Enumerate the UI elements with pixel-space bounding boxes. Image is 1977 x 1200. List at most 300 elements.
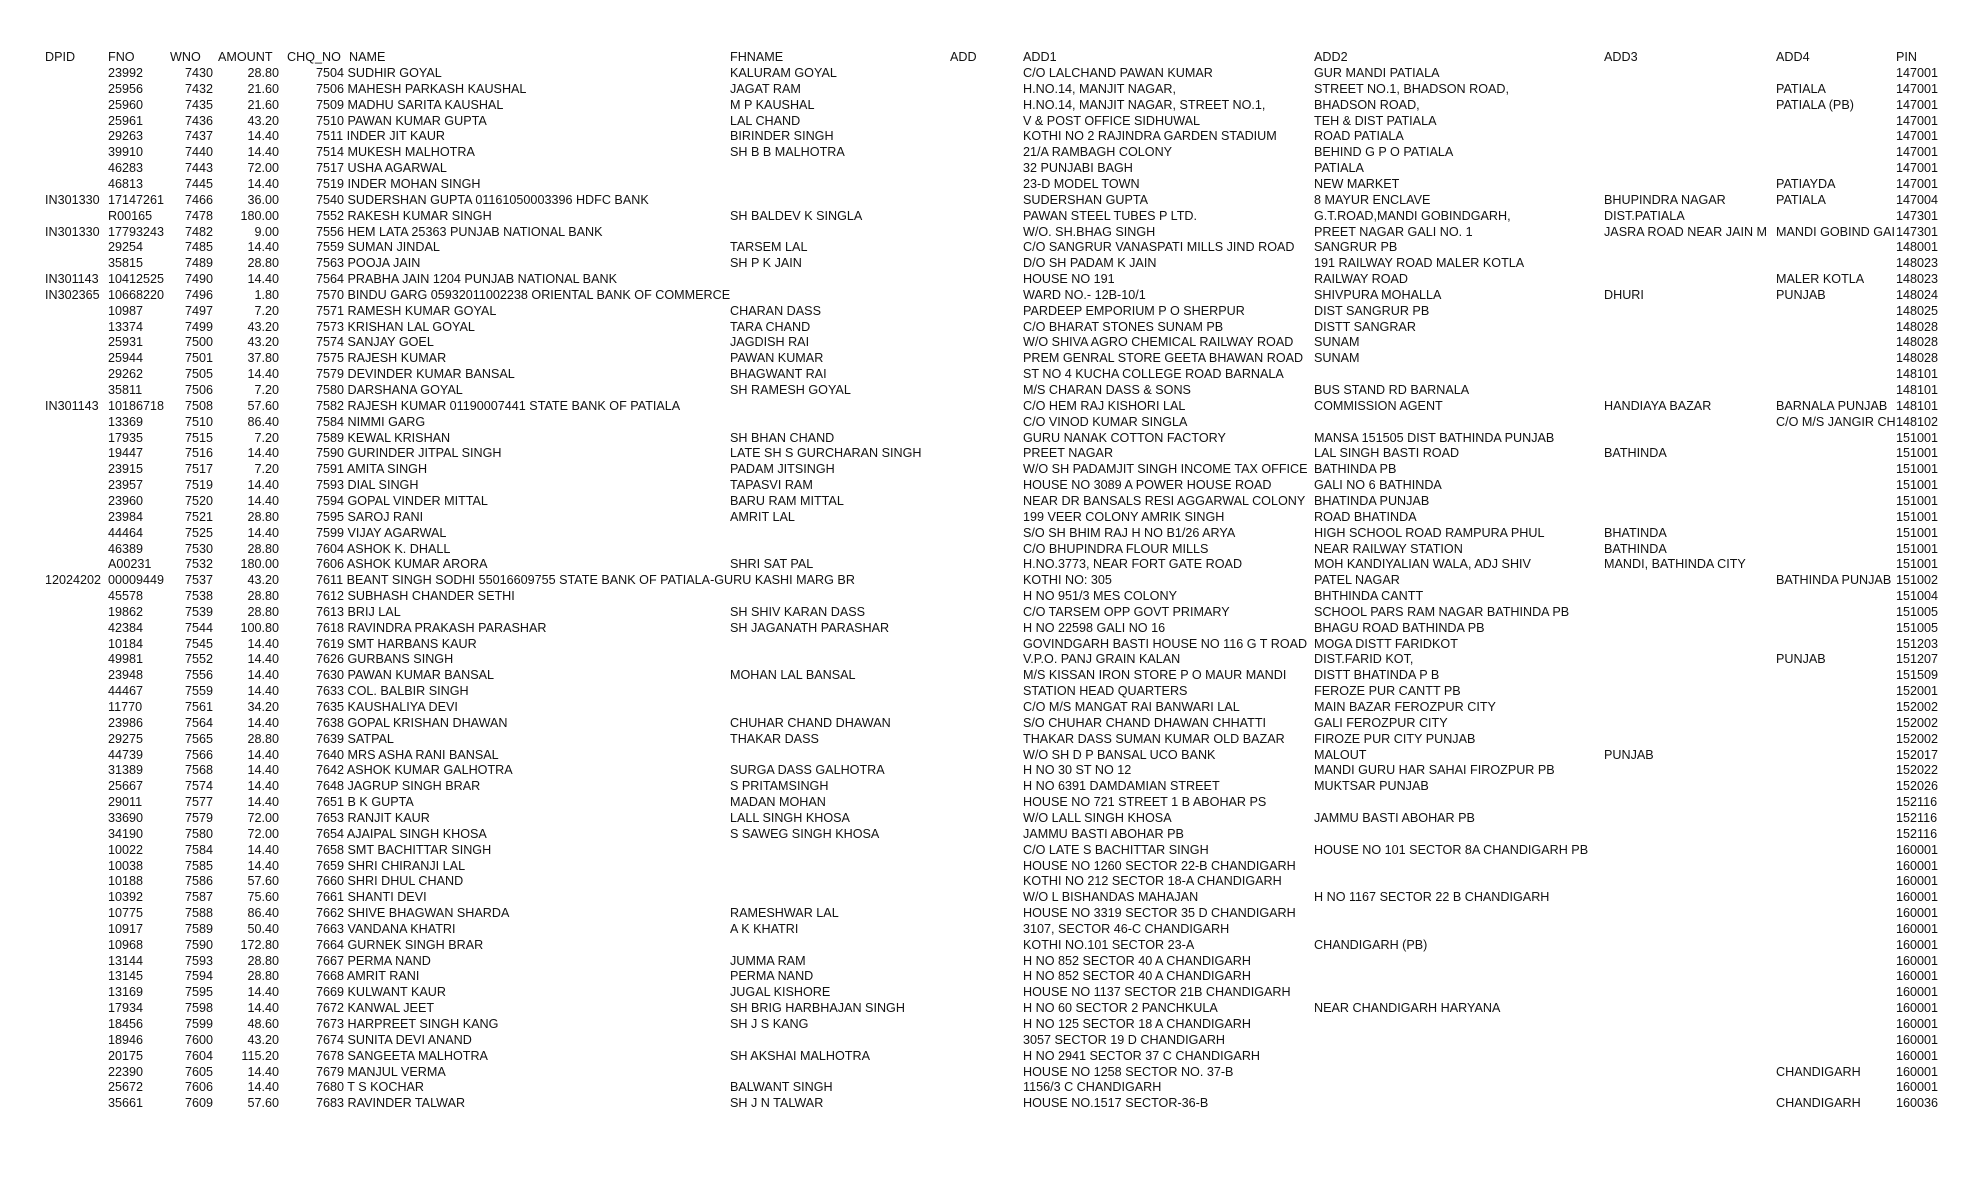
cell-add1: H NO 60 SECTOR 2 PANCHKULA bbox=[1023, 1001, 1218, 1016]
cell-pin: 147001 bbox=[1896, 161, 1939, 176]
cell-name: 7653 RANJIT KAUR bbox=[316, 810, 430, 825]
cell-add1: JAMMU BASTI ABOHAR PB bbox=[1023, 826, 1184, 841]
cell-wno: 7466 bbox=[185, 192, 214, 207]
table-row bbox=[0, 240, 1977, 255]
cell-name: 7504 SUDHIR GOYAL bbox=[316, 66, 442, 80]
table-row bbox=[0, 1017, 1977, 1032]
cell-add2: 191 RAILWAY ROAD MALER KOTLA bbox=[1314, 256, 1525, 271]
cell-amount: 9.00 bbox=[254, 224, 279, 239]
table-row bbox=[0, 700, 1977, 715]
cell-add1: 23-D MODEL TOWN bbox=[1023, 176, 1140, 191]
cell-fno: 23948 bbox=[108, 668, 144, 683]
cell-fno: 10186718 bbox=[108, 398, 165, 413]
cell-add2: BEHIND G P O PATIALA bbox=[1314, 145, 1454, 160]
cell-amount: 28.80 bbox=[247, 541, 279, 556]
cell-fno: 35661 bbox=[108, 1096, 144, 1111]
cell-wno: 7579 bbox=[185, 810, 214, 825]
cell-add2: H NO 1167 SECTOR 22 B CHANDIGARH bbox=[1314, 890, 1550, 905]
cell-pin: 160001 bbox=[1896, 906, 1939, 921]
cell-add1: STATION HEAD QUARTERS bbox=[1023, 684, 1188, 699]
cell-add2: NEAR RAILWAY STATION bbox=[1314, 541, 1463, 556]
cell-name: 7667 PERMA NAND bbox=[316, 953, 431, 968]
cell-wno: 7552 bbox=[185, 652, 214, 667]
cell-pin: 160001 bbox=[1896, 874, 1939, 889]
cell-fno: 34190 bbox=[108, 826, 144, 841]
cell-add2: SUNAM bbox=[1314, 351, 1360, 366]
cell-fhname: SH BRIG HARBHAJAN SINGH bbox=[730, 1001, 905, 1016]
cell-add2: SUNAM bbox=[1314, 335, 1360, 350]
cell-add1: 3057 SECTOR 19 D CHANDIGARH bbox=[1023, 1032, 1226, 1047]
cell-add1: H.NO.14, MANJIT NAGAR, STREET NO.1, bbox=[1023, 97, 1266, 112]
table-row bbox=[0, 573, 1977, 588]
cell-add1: KOTHI NO: 305 bbox=[1023, 573, 1112, 588]
cell-add3: DHURI bbox=[1604, 287, 1644, 302]
cell-add1: PARDEEP EMPORIUM P O SHERPUR bbox=[1023, 303, 1245, 318]
header-row bbox=[0, 50, 1977, 65]
cell-amount: 1.80 bbox=[254, 287, 279, 302]
cell-fhname: RAMESHWAR LAL bbox=[730, 906, 839, 921]
cell-fno: 17934 bbox=[108, 1001, 144, 1016]
cell-add2: MAIN BAZAR FEROZPUR CITY bbox=[1314, 700, 1496, 714]
cell-name: 7674 SUNITA DEVI ANAND bbox=[316, 1032, 472, 1047]
cell-wno: 7584 bbox=[185, 842, 214, 857]
cell-add4: BARNALA PUNJAB bbox=[1776, 398, 1888, 413]
cell-amount: 28.80 bbox=[247, 589, 279, 604]
cell-add1: H NO 852 SECTOR 40 A CHANDIGARH bbox=[1023, 969, 1251, 984]
cell-add1: C/O BHARAT STONES SUNAM PB bbox=[1023, 319, 1224, 334]
cell-name: 7570 BINDU GARG 05932011002238 ORIENTAL BANK OF COMMERCE bbox=[316, 287, 731, 302]
header-wno: WNO bbox=[170, 50, 201, 64]
cell-fno: 29275 bbox=[108, 731, 144, 746]
table-row bbox=[0, 1096, 1977, 1111]
cell-add2: MALOUT bbox=[1314, 747, 1367, 762]
table-row bbox=[0, 795, 1977, 810]
cell-name: 7595 SAROJ RANI bbox=[316, 509, 424, 524]
cell-pin: 160036 bbox=[1896, 1096, 1939, 1111]
cell-fhname: SH RAMESH GOYAL bbox=[730, 383, 851, 397]
cell-add1: C/O LALCHAND PAWAN KUMAR bbox=[1023, 66, 1213, 80]
table-row bbox=[0, 145, 1977, 160]
cell-pin: 152026 bbox=[1896, 779, 1939, 794]
table-row bbox=[0, 859, 1977, 874]
cell-fno: 17935 bbox=[108, 430, 144, 445]
cell-fno: 23960 bbox=[108, 493, 144, 508]
cell-fno: 19862 bbox=[108, 604, 144, 619]
cell-pin: 147001 bbox=[1896, 176, 1939, 191]
cell-fhname: BHAGWANT RAI bbox=[730, 367, 827, 382]
table-row bbox=[0, 272, 1977, 287]
cell-wno: 7594 bbox=[185, 969, 214, 984]
table-row bbox=[0, 652, 1977, 667]
cell-add4: BATHINDA PUNJAB bbox=[1776, 573, 1892, 588]
cell-fhname: JUMMA RAM bbox=[730, 953, 806, 968]
cell-amount: 75.60 bbox=[247, 890, 279, 905]
cell-pin: 151001 bbox=[1896, 509, 1939, 524]
cell-fno: 25944 bbox=[108, 351, 144, 366]
cell-wno: 7545 bbox=[185, 636, 214, 651]
cell-pin: 147301 bbox=[1896, 208, 1939, 223]
cell-add2: SHIVPURA MOHALLA bbox=[1314, 287, 1442, 302]
cell-fno: 44739 bbox=[108, 747, 144, 762]
cell-wno: 7598 bbox=[185, 1001, 214, 1016]
cell-pin: 160001 bbox=[1896, 953, 1939, 968]
cell-add1: 32 PUNJABI BAGH bbox=[1023, 161, 1133, 176]
cell-wno: 7489 bbox=[185, 256, 214, 271]
cell-dpid: IN302365 bbox=[45, 287, 100, 302]
cell-amount: 14.40 bbox=[247, 715, 279, 730]
cell-dpid: IN301143 bbox=[45, 398, 99, 413]
cell-name: 7618 RAVINDRA PRAKASH PARASHAR bbox=[316, 620, 547, 635]
cell-fhname: MOHAN LAL BANSAL bbox=[730, 668, 856, 683]
cell-name: 7584 NIMMI GARG bbox=[316, 414, 426, 429]
cell-add2: ROAD PATIALA bbox=[1314, 129, 1404, 144]
cell-add2: MOH KANDIYALIAN WALA, ADJ SHIV bbox=[1314, 557, 1531, 572]
cell-add1: V & POST OFFICE SIDHUWAL bbox=[1023, 113, 1201, 128]
cell-pin: 152002 bbox=[1896, 731, 1939, 746]
cell-add2: RAILWAY ROAD bbox=[1314, 272, 1409, 287]
cell-name: 7663 VANDANA KHATRI bbox=[316, 921, 456, 936]
cell-amount: 14.40 bbox=[247, 763, 279, 778]
table-row bbox=[0, 177, 1977, 192]
cell-add1: W/O SHIVA AGRO CHEMICAL RAILWAY ROAD bbox=[1023, 335, 1294, 350]
cell-add1: 1156/3 C CHANDIGARH bbox=[1023, 1080, 1162, 1095]
cell-fhname: SHRI SAT PAL bbox=[730, 557, 814, 572]
cell-wno: 7559 bbox=[185, 684, 214, 699]
cell-add2: GUR MANDI PATIALA bbox=[1314, 66, 1440, 80]
table-row bbox=[0, 748, 1977, 763]
header-fhname: FHNAME bbox=[730, 50, 784, 64]
cell-name: 7509 MADHU SARITA KAUSHAL bbox=[316, 97, 504, 112]
cell-fno: 10392 bbox=[108, 890, 144, 905]
cell-add1: HOUSE NO 191 bbox=[1023, 272, 1115, 287]
table-row bbox=[0, 431, 1977, 446]
cell-name: 7571 RAMESH KUMAR GOYAL bbox=[316, 303, 497, 318]
cell-fno: 20175 bbox=[108, 1048, 144, 1063]
cell-amount: 14.40 bbox=[247, 652, 279, 667]
cell-amount: 14.40 bbox=[247, 478, 279, 493]
cell-pin: 152022 bbox=[1896, 763, 1939, 778]
cell-fno: 10775 bbox=[108, 906, 144, 921]
cell-pin: 147301 bbox=[1896, 224, 1939, 239]
cell-pin: 148028 bbox=[1896, 351, 1939, 366]
cell-fhname: S SAWEG SINGH KHOSA bbox=[730, 826, 880, 841]
cell-pin: 152116 bbox=[1896, 826, 1938, 841]
cell-pin: 147004 bbox=[1896, 192, 1939, 207]
cell-add1: H.NO.3773, NEAR FORT GATE ROAD bbox=[1023, 557, 1243, 572]
cell-name: 7651 B K GUPTA bbox=[316, 795, 414, 810]
cell-amount: 48.60 bbox=[247, 1017, 279, 1031]
cell-fno: 10184 bbox=[108, 636, 144, 651]
cell-pin: 151005 bbox=[1896, 604, 1939, 619]
cell-pin: 151004 bbox=[1896, 589, 1939, 604]
cell-name: 7626 GURBANS SINGH bbox=[316, 652, 454, 667]
cell-pin: 151001 bbox=[1896, 446, 1939, 461]
table-row bbox=[0, 938, 1977, 953]
cell-fno: R00165 bbox=[108, 208, 153, 223]
cell-add3: BHATINDA bbox=[1604, 525, 1667, 540]
cell-pin: 148102 bbox=[1896, 414, 1939, 429]
cell-pin: 148023 bbox=[1896, 256, 1939, 271]
table-row bbox=[0, 1065, 1977, 1080]
header-chq-no: CHQ_NO bbox=[287, 50, 341, 64]
cell-add1: HOUSE NO 1137 SECTOR 21B CHANDIGARH bbox=[1023, 985, 1291, 1000]
table-row bbox=[0, 637, 1977, 652]
cell-wno: 7565 bbox=[185, 731, 214, 746]
cell-pin: 147001 bbox=[1896, 81, 1939, 96]
cell-wno: 7517 bbox=[185, 462, 214, 477]
cell-wno: 7482 bbox=[185, 224, 214, 239]
cell-amount: 14.40 bbox=[247, 747, 279, 762]
cell-add1: 3107, SECTOR 46-C CHANDIGARH bbox=[1023, 921, 1230, 936]
cell-add1: W/O LALL SINGH KHOSA bbox=[1023, 810, 1172, 825]
cell-fno: 46813 bbox=[108, 176, 144, 191]
cell-add1: H NO 125 SECTOR 18 A CHANDIGARH bbox=[1023, 1017, 1251, 1031]
cell-wno: 7537 bbox=[185, 573, 214, 588]
cell-add2: GALI NO 6 BATHINDA bbox=[1314, 478, 1442, 493]
cell-add2: BUS STAND RD BARNALA bbox=[1314, 383, 1470, 397]
cell-name: 7574 SANJAY GOEL bbox=[316, 335, 434, 350]
cell-add1: H NO 30 ST NO 12 bbox=[1023, 763, 1132, 778]
cell-wno: 7566 bbox=[185, 747, 214, 762]
cell-add2: SCHOOL PARS RAM NAGAR BATHINDA PB bbox=[1314, 604, 1570, 619]
cell-fno: 17147261 bbox=[108, 192, 165, 207]
header-fno: FNO bbox=[108, 50, 135, 64]
cell-add3: BATHINDA bbox=[1604, 541, 1667, 556]
cell-wno: 7590 bbox=[185, 937, 214, 952]
table-row bbox=[0, 494, 1977, 509]
cell-fno: 25961 bbox=[108, 113, 144, 128]
table-row bbox=[0, 684, 1977, 699]
cell-fno: 42384 bbox=[108, 620, 144, 635]
cell-amount: 14.40 bbox=[247, 176, 279, 191]
cell-fhname: JAGAT RAM bbox=[730, 81, 801, 96]
cell-name: 7563 POOJA JAIN bbox=[316, 256, 421, 271]
cell-dpid: IN301330 bbox=[45, 224, 100, 239]
table-row bbox=[0, 542, 1977, 557]
cell-name: 7606 ASHOK KUMAR ARORA bbox=[316, 557, 488, 572]
cell-pin: 152002 bbox=[1896, 700, 1939, 714]
cell-add2: NEAR CHANDIGARH HARYANA bbox=[1314, 1001, 1501, 1016]
cell-pin: 147001 bbox=[1896, 66, 1939, 80]
cell-fhname: S PRITAMSINGH bbox=[730, 779, 829, 794]
cell-fno: 29263 bbox=[108, 129, 144, 144]
cell-dpid: IN301330 bbox=[45, 192, 100, 207]
table-row bbox=[0, 589, 1977, 604]
cell-add2: MUKTSAR PUNJAB bbox=[1314, 779, 1429, 794]
cell-fhname: M P KAUSHAL bbox=[730, 97, 815, 112]
cell-fhname: SH BALDEV K SINGLA bbox=[730, 208, 863, 223]
cell-fno: 10022 bbox=[108, 842, 144, 857]
cell-amount: 115.20 bbox=[241, 1048, 279, 1063]
cell-pin: 160001 bbox=[1896, 1080, 1939, 1095]
cell-wno: 7532 bbox=[185, 557, 214, 572]
cell-add2: ROAD BHATINDA bbox=[1314, 509, 1417, 524]
cell-add2: STREET NO.1, BHADSON ROAD, bbox=[1314, 81, 1510, 96]
cell-name: 7660 SHRI DHUL CHAND bbox=[316, 874, 464, 889]
cell-wno: 7606 bbox=[185, 1080, 214, 1095]
cell-dpid: 12024202 bbox=[45, 573, 102, 588]
cell-add2: PREET NAGAR GALI NO. 1 bbox=[1314, 224, 1473, 239]
cell-add2: MANSA 151505 DIST BATHINDA PUNJAB bbox=[1314, 430, 1555, 445]
cell-add4: C/O M/S JANGIR CH bbox=[1776, 414, 1896, 429]
cell-amount: 14.40 bbox=[247, 129, 279, 144]
cell-fno: 25931 bbox=[108, 335, 144, 350]
cell-fhname: PERMA NAND bbox=[730, 969, 814, 984]
cell-pin: 151207 bbox=[1896, 652, 1939, 667]
cell-add1: KOTHI NO.101 SECTOR 23-A bbox=[1023, 937, 1195, 952]
cell-add1: HOUSE NO 1260 SECTOR 22-B CHANDIGARH bbox=[1023, 858, 1296, 873]
cell-add1: C/O SANGRUR VANASPATI MILLS JIND ROAD bbox=[1023, 240, 1295, 255]
cell-add1: ST NO 4 KUCHA COLLEGE ROAD BARNALA bbox=[1023, 367, 1284, 382]
cell-fno: 49981 bbox=[108, 652, 144, 667]
cell-pin: 160001 bbox=[1896, 890, 1939, 905]
cell-fhname: TARSEM LAL bbox=[730, 240, 808, 255]
cell-wno: 7525 bbox=[185, 525, 214, 540]
cell-fhname: SH B B MALHOTRA bbox=[730, 145, 845, 160]
cell-pin: 152017 bbox=[1896, 747, 1939, 762]
cell-amount: 14.40 bbox=[247, 842, 279, 857]
cell-fno: 23986 bbox=[108, 715, 144, 730]
cell-amount: 180.00 bbox=[240, 208, 279, 223]
cell-name: 7638 GOPAL KRISHAN DHAWAN bbox=[316, 715, 508, 730]
cell-fhname: BIRINDER SINGH bbox=[730, 129, 834, 144]
cell-pin: 160001 bbox=[1896, 842, 1939, 857]
cell-pin: 148001 bbox=[1896, 240, 1939, 255]
cell-add1: W/O L BISHANDAS MAHAJAN bbox=[1023, 890, 1199, 905]
cell-fhname: KALURAM GOYAL bbox=[730, 66, 837, 80]
table-row bbox=[0, 827, 1977, 842]
cell-name: 7679 MANJUL VERMA bbox=[316, 1064, 446, 1079]
cell-amount: 14.40 bbox=[247, 636, 279, 651]
table-row bbox=[0, 225, 1977, 240]
cell-add4: PATIAYDA bbox=[1776, 176, 1836, 191]
cell-pin: 152116 bbox=[1896, 810, 1938, 825]
cell-fno: 23957 bbox=[108, 478, 144, 493]
cell-wno: 7538 bbox=[185, 589, 214, 604]
cell-pin: 151005 bbox=[1896, 620, 1939, 635]
cell-fhname: BARU RAM MITTAL bbox=[730, 493, 844, 508]
cell-add1: C/O HEM RAJ KISHORI LAL bbox=[1023, 398, 1186, 413]
table-row bbox=[0, 763, 1977, 778]
cell-add2: MANDI GURU HAR SAHAI FIROZPUR PB bbox=[1314, 763, 1555, 778]
cell-add2: DISTT SANGRAR bbox=[1314, 319, 1416, 334]
cell-amount: 14.40 bbox=[247, 272, 279, 287]
cell-name: 7612 SUBHASH CHANDER SETHI bbox=[316, 589, 515, 604]
cell-amount: 50.40 bbox=[247, 921, 279, 936]
cell-add1: PAWAN STEEL TUBES P LTD. bbox=[1023, 208, 1198, 223]
cell-add1: PREM GENRAL STORE GEETA BHAWAN ROAD bbox=[1023, 351, 1304, 366]
cell-fno: 10968 bbox=[108, 937, 144, 952]
table-row bbox=[0, 256, 1977, 271]
cell-amount: 28.80 bbox=[247, 509, 279, 524]
cell-wno: 7501 bbox=[185, 351, 214, 366]
cell-add1: C/O LATE S BACHITTAR SINGH bbox=[1023, 842, 1209, 857]
cell-name: 7540 SUDERSHAN GUPTA 01161050003396 HDFC BANK bbox=[316, 192, 649, 207]
cell-pin: 152116 bbox=[1896, 795, 1938, 810]
cell-name: 7582 RAJESH KUMAR 01190007441 STATE BANK OF PATIALA bbox=[316, 398, 681, 413]
cell-name: 7559 SUMAN JINDAL bbox=[316, 240, 440, 255]
cell-pin: 160001 bbox=[1896, 1048, 1939, 1063]
cell-pin: 148101 bbox=[1896, 398, 1939, 413]
cell-amount: 86.40 bbox=[247, 906, 279, 921]
cell-fno: A00231 bbox=[108, 557, 152, 572]
cell-fhname: LATE SH S GURCHARAN SINGH bbox=[730, 446, 922, 461]
cell-amount: 14.40 bbox=[247, 985, 279, 1000]
cell-wno: 7564 bbox=[185, 715, 214, 730]
table-row bbox=[0, 161, 1977, 176]
table-row bbox=[0, 335, 1977, 350]
cell-name: 7648 JAGRUP SINGH BRAR bbox=[316, 779, 481, 794]
cell-fno: 10987 bbox=[108, 303, 144, 318]
table-row bbox=[0, 320, 1977, 335]
cell-fhname: CHARAN DASS bbox=[730, 303, 821, 318]
cell-pin: 148101 bbox=[1896, 383, 1939, 397]
cell-add1: NEAR DR BANSALS RESI AGGARWAL COLONY bbox=[1023, 493, 1306, 508]
cell-name: 7683 RAVINDER TALWAR bbox=[316, 1096, 466, 1111]
cell-amount: 21.60 bbox=[247, 97, 279, 112]
cell-add2: JAMMU BASTI ABOHAR PB bbox=[1314, 810, 1475, 825]
cell-name: 7672 KANWAL JEET bbox=[316, 1001, 435, 1016]
cell-fno: 46283 bbox=[108, 161, 144, 176]
cell-pin: 148101 bbox=[1896, 367, 1939, 382]
cell-fno: 13169 bbox=[108, 985, 144, 1000]
table-row bbox=[0, 732, 1977, 747]
cell-name: 7664 GURNEK SINGH BRAR bbox=[316, 937, 484, 952]
cell-fno: 23915 bbox=[108, 462, 144, 477]
cell-add2: FEROZE PUR CANTT PB bbox=[1314, 684, 1461, 699]
cell-amount: 36.00 bbox=[247, 192, 279, 207]
cell-add1: 21/A RAMBAGH COLONY bbox=[1023, 145, 1173, 160]
cell-fno: 13144 bbox=[108, 953, 144, 968]
table-row bbox=[0, 399, 1977, 414]
cell-name: 7678 SANGEETA MALHOTRA bbox=[316, 1048, 488, 1063]
table-row bbox=[0, 779, 1977, 794]
cell-amount: 72.00 bbox=[247, 161, 279, 176]
table-row bbox=[0, 415, 1977, 430]
cell-fno: 10412525 bbox=[108, 272, 165, 287]
cell-add1: W/O SH PADAMJIT SINGH INCOME TAX OFFICE bbox=[1023, 462, 1308, 477]
cell-add1: THAKAR DASS SUMAN KUMAR OLD BAZAR bbox=[1023, 731, 1285, 746]
cell-add2: SANGRUR PB bbox=[1314, 240, 1398, 255]
header-dpid: DPID bbox=[45, 50, 76, 64]
cell-add1: D/O SH PADAM K JAIN bbox=[1023, 256, 1157, 271]
cell-name: 7604 ASHOK K. DHALL bbox=[316, 541, 451, 556]
table-row bbox=[0, 66, 1977, 81]
cell-pin: 160001 bbox=[1896, 858, 1939, 873]
cell-fhname: TARA CHAND bbox=[730, 319, 811, 334]
cell-fno: 10188 bbox=[108, 874, 144, 889]
cell-add4: PUNJAB bbox=[1776, 287, 1826, 302]
cell-add3: BATHINDA bbox=[1604, 446, 1667, 461]
cell-amount: 7.20 bbox=[254, 383, 279, 397]
table-row bbox=[0, 668, 1977, 683]
cell-pin: 148023 bbox=[1896, 272, 1939, 287]
cell-pin: 151001 bbox=[1896, 478, 1939, 493]
cell-amount: 14.40 bbox=[247, 525, 279, 540]
cell-name: 7593 DIAL SINGH bbox=[316, 478, 419, 493]
cell-pin: 160001 bbox=[1896, 1001, 1939, 1016]
cell-name: 7668 AMRIT RANI bbox=[316, 969, 420, 984]
cell-wno: 7599 bbox=[185, 1017, 214, 1031]
cell-fhname: LAL CHAND bbox=[730, 113, 801, 128]
cell-name: 7673 HARPREET SINGH KANG bbox=[316, 1017, 499, 1031]
cell-fhname: SH J N TALWAR bbox=[730, 1096, 824, 1111]
cell-add2: COMMISSION AGENT bbox=[1314, 398, 1443, 413]
cell-wno: 7530 bbox=[185, 541, 214, 556]
cell-add1: M/S CHARAN DASS & SONS bbox=[1023, 383, 1191, 397]
header-add1: ADD1 bbox=[1023, 50, 1057, 64]
cell-amount: 34.20 bbox=[247, 700, 279, 714]
